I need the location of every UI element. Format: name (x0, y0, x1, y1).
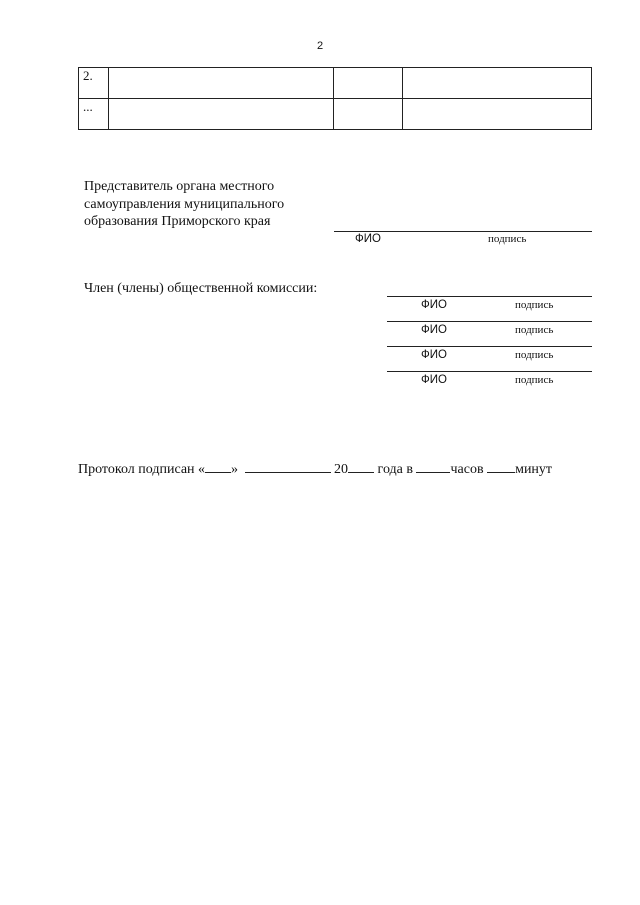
table-cell (403, 99, 592, 130)
member-fio-caption: ФИО (421, 349, 447, 361)
member-signature-caption: подпись (515, 324, 554, 336)
representative-signature-line (334, 231, 592, 232)
protocol-text: 20 (334, 462, 349, 477)
representative-label-line: образования Приморского края (84, 214, 271, 229)
member-signature-line (387, 321, 592, 322)
table-cell (403, 68, 592, 99)
member-fio-caption: ФИО (421, 299, 447, 311)
page-number: 2 (316, 40, 324, 52)
day-blank (205, 460, 231, 473)
protocol-text: часов (450, 462, 484, 477)
representative-label (84, 178, 344, 231)
representative-signature-caption: подпись (488, 233, 527, 245)
protocol-text: » (231, 462, 239, 477)
representative-fio-caption: ФИО (355, 233, 381, 245)
representative-label-line: самоуправления муниципального (84, 196, 285, 212)
table-row (79, 68, 592, 99)
protocol-text: Протокол подписан « (78, 462, 206, 477)
member-fio-caption: ФИО (421, 374, 447, 386)
protocol-text: года в (377, 462, 413, 477)
member-signature-caption: подпись (515, 349, 554, 361)
member-signature-line (387, 346, 592, 347)
protocol-signed-line (78, 460, 552, 478)
table-cell (109, 99, 334, 130)
members-label: Член (члены) общественной комиссии: (84, 281, 318, 296)
member-signature-line (387, 371, 592, 372)
table-row (79, 99, 592, 130)
table-cell (109, 68, 334, 99)
month-blank (245, 460, 331, 473)
protocol-text: минут (515, 462, 553, 477)
representative-label-line: Представитель органа местного (84, 179, 275, 194)
year-blank (348, 460, 374, 473)
table-cell: 2. (79, 68, 109, 99)
table-cell (334, 99, 403, 130)
member-signature-caption: подпись (515, 299, 554, 311)
table-cell (334, 68, 403, 99)
member-signature-caption: подпись (515, 374, 554, 386)
minute-blank (487, 460, 515, 473)
hour-blank (416, 460, 450, 473)
participants-table (78, 67, 592, 130)
table-cell: ... (79, 99, 109, 130)
member-signature-line (387, 296, 592, 297)
member-fio-caption: ФИО (421, 324, 447, 336)
